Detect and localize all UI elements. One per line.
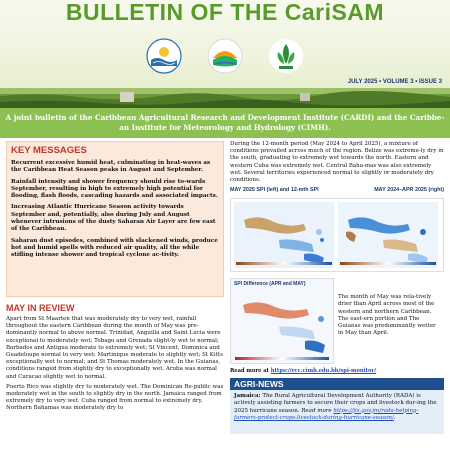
issue-info: JULY 2025 • VOLUME 3 • ISSUE 3	[347, 79, 442, 85]
agri-news-link[interactable]: https://jis.gov.jm/rada-helping-farmers-protect-crops-livestock-during-hurricane-season/	[234, 407, 419, 421]
agri-news-read-more-label: Read more	[301, 407, 332, 414]
may-review-paragraph-2: Puerto Rico was slightly dry to moderately wet. The Dominican Re-public was moderately wet in the south to slightly dry in the north. Jamaica ranged from extremely dry to very wet. Cuba ranged from normal to extremely dry. Northern Bahamas was moderately dry to	[6, 383, 224, 412]
banner-line-2: an Institute for Meteorology and Hydrology (CIMH).	[119, 123, 331, 132]
spi-read-more	[230, 368, 444, 375]
spi-read-more-label: Read more at	[230, 368, 269, 375]
spi-12-month-map	[338, 202, 438, 268]
spi-difference-caption: SPI Difference (APR and MAY)	[234, 281, 306, 288]
issue-bar	[0, 76, 450, 88]
right-column	[230, 141, 444, 434]
spi-may-2025-map	[234, 202, 334, 268]
spi-maps	[230, 198, 444, 272]
key-message-4: Saharan dust episodes, combined with slackened winds, produce hot and humid spells with reduced air quality, all the while stifling intense shower and tropical cyclone ac-tivity.	[11, 237, 218, 259]
spi-difference-row	[230, 278, 444, 364]
agri-news-box	[230, 390, 444, 434]
agri-news-lead: Jamaica:	[234, 393, 261, 400]
key-messages-heading: KEY MESSAGES	[11, 145, 87, 156]
agri-news-heading: AGRI-NEWS	[230, 378, 444, 390]
spi-caption-right: MAY 2024–APR 2025 (right)	[374, 187, 444, 194]
left-column	[6, 141, 224, 413]
cardi-logo-icon	[268, 38, 304, 74]
header-photo-strip	[0, 88, 450, 108]
spi-maps-caption	[230, 187, 444, 193]
spi-caption-left: MAY 2025 SPI (left) and 12-mth SPI	[230, 187, 319, 194]
key-message-1: Recurrent excessive humid heat, culminating in heat-waves as the Caribbean Heat Season peaks in August and September.	[11, 160, 211, 174]
bulletin-title: BULLETIN OF THE CariSAM	[65, 0, 385, 25]
may-review-paragraph-1: Apart from St Maarten that was moderately dry to very wet, rainfall throughout the eastern Caribbean during the month of May was pre-dominantly normal to above normal. Trinidad, Anguilla and Saint Lucia were exceptional to moderately wet; Tobago and Grenada slight-ly wet to normal; Barbados and Antigua moderate to extremely wet; St Vincent, Dominica and Guadeloupe normal to very wet; Martinique moderate to slightly wet; St Kitts exceptionally wet to normal; and St Thomas moderately wet. In the Guianas, conditions ranged from slightly dry to exceptionally wet. Aruba was normal and Curacao slightly wet to normal.	[6, 316, 223, 380]
key-messages-box	[6, 141, 224, 297]
agri-news-text: The Rural Agricultural Development Authority (RADA) is actively assisting farmers to secure their crops and livestock dur-ing the 2025 hurricane season.	[234, 393, 437, 414]
banner-line-1: A joint bulletin of the Caribbean Agricultural Research and Development Institute (CARDI) and the Caribbe-	[5, 113, 445, 122]
partner-logos	[0, 38, 450, 76]
may-review-heading: MAY IN REVIEW	[6, 303, 75, 313]
spi-intro-paragraph: During the 12-month period (May 2024 to April 2025), a mixture of conditions prevailed across much of the region. Belize was extreme-ly dry in the south, graduating to extremely wet towards the north. Eastern and western Cuba was extremely wet. Central Baha-mas was also extremely wet. Several territories experienced normal to slightly or moderately dry conditions.	[230, 141, 444, 184]
key-message-2: Rainfall intensity and shower frequency should rise to-wards September, resulting in high to extremely high potential for flooding, flash floods, cascading hazards and associated impacts.	[11, 178, 218, 200]
spi-difference-map	[230, 278, 334, 364]
spi-monitor-link[interactable]: https://rcc.cimh.edu.bb/spi-monitor/	[270, 368, 377, 375]
joint-bulletin-banner	[0, 108, 450, 138]
carisam-logo-icon	[207, 38, 243, 74]
key-message-3: Increasing Atlantic Hurricane Season activity towards September and, potentially, also during July and August whenever intrusions of the dusty Saharan Air Layer are few east of the Caribbean.	[11, 204, 216, 233]
spi-difference-text: The month of May was rela-tively drier than April across most of the western and northern Caribbean. The east-ern portion and The Guianas was predominantly wetter in May than April.	[338, 294, 436, 337]
agri-news-link-tail: .	[393, 414, 396, 421]
masthead	[0, 0, 450, 108]
cimh-logo-icon	[146, 38, 182, 74]
